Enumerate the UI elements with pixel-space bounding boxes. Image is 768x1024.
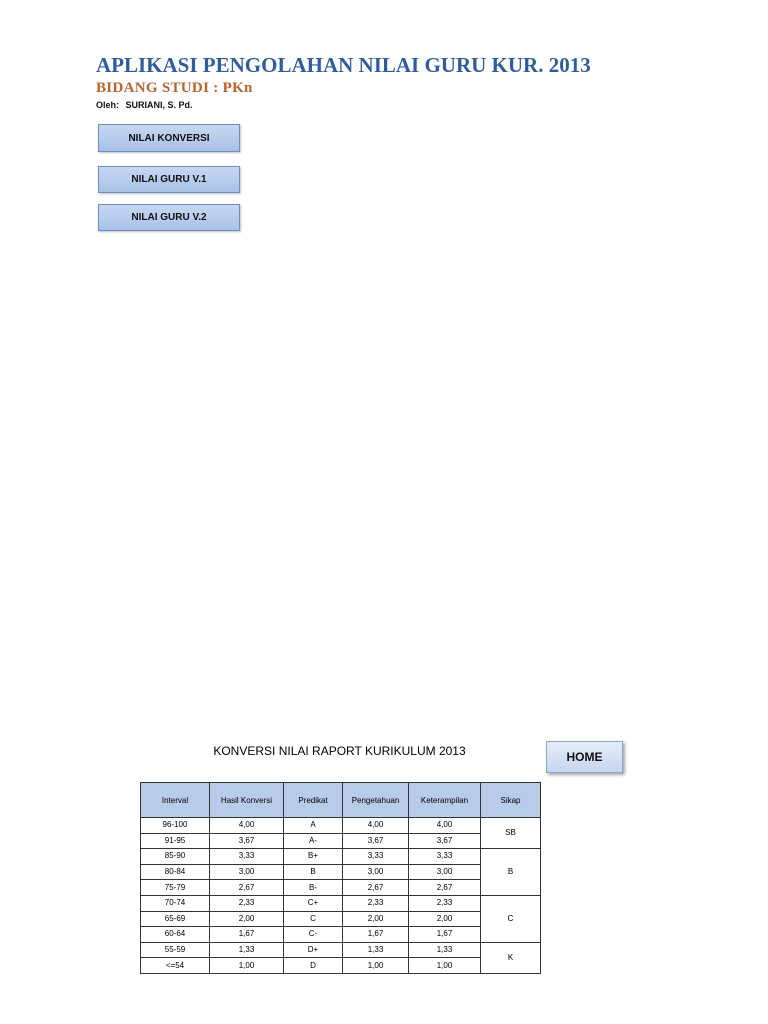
cell-predikat: C: [284, 911, 343, 927]
cell-keterampilan: 2,00: [409, 911, 481, 927]
nilai-konversi-button[interactable]: NILAI KONVERSI: [98, 124, 240, 152]
cell-keterampilan: 4,00: [409, 818, 481, 834]
cell-hasil-konversi: 2,00: [210, 911, 284, 927]
cell-keterampilan: 2,33: [409, 895, 481, 911]
table-row: [141, 849, 541, 865]
nilai-guru-v2-button[interactable]: NILAI GURU V.2: [98, 204, 240, 231]
table-header-row: [141, 783, 541, 818]
cell-pengetahuan: 1,00: [343, 958, 409, 974]
cell-keterampilan: 3,67: [409, 833, 481, 849]
cell-pengetahuan: 4,00: [343, 818, 409, 834]
cell-predikat: C+: [284, 895, 343, 911]
cell-pengetahuan: 1,67: [343, 927, 409, 943]
cell-hasil-konversi: 2,33: [210, 895, 284, 911]
col-header-predikat: Predikat: [284, 783, 343, 818]
cell-keterampilan: 1,67: [409, 927, 481, 943]
conversion-table: [140, 782, 541, 974]
cell-interval: 80-84: [141, 864, 210, 880]
cell-predikat: B-: [284, 880, 343, 896]
cell-interval: <=54: [141, 958, 210, 974]
cell-predikat: D+: [284, 942, 343, 958]
cell-hasil-konversi: 3,00: [210, 864, 284, 880]
cell-predikat: A: [284, 818, 343, 834]
cell-hasil-konversi: 2,67: [210, 880, 284, 896]
table-row: [141, 895, 541, 911]
cell-hasil-konversi: 4,00: [210, 818, 284, 834]
cell-sikap: C: [481, 895, 541, 942]
cell-predikat: B+: [284, 849, 343, 865]
cell-pengetahuan: 2,67: [343, 880, 409, 896]
cell-hasil-konversi: 1,33: [210, 942, 284, 958]
col-header-hasil-konversi: Hasil Konversi: [210, 783, 284, 818]
cell-keterampilan: 3,00: [409, 864, 481, 880]
cell-hasil-konversi: 1,67: [210, 927, 284, 943]
col-header-sikap: Sikap: [481, 783, 541, 818]
author-name: SURIANI, S. Pd.: [125, 100, 193, 110]
cell-predikat: D: [284, 958, 343, 974]
cell-interval: 65-69: [141, 911, 210, 927]
table-row: [141, 942, 541, 958]
cell-pengetahuan: 3,33: [343, 849, 409, 865]
subject-label: BIDANG STUDI : PKn: [96, 80, 253, 96]
cell-pengetahuan: 3,00: [343, 864, 409, 880]
cell-sikap: SB: [481, 818, 541, 849]
cell-keterampilan: 1,00: [409, 958, 481, 974]
nilai-guru-v1-button[interactable]: NILAI GURU V.1: [98, 166, 240, 193]
cell-keterampilan: 3,33: [409, 849, 481, 865]
cell-interval: 55-59: [141, 942, 210, 958]
cell-interval: 85-90: [141, 849, 210, 865]
cell-keterampilan: 1,33: [409, 942, 481, 958]
app-title: APLIKASI PENGOLAHAN NILAI GURU KUR. 2013: [96, 53, 591, 77]
cell-pengetahuan: 2,33: [343, 895, 409, 911]
cell-interval: 96-100: [141, 818, 210, 834]
cell-keterampilan: 2,67: [409, 880, 481, 896]
cell-predikat: A-: [284, 833, 343, 849]
cell-interval: 60-64: [141, 927, 210, 943]
cell-pengetahuan: 2,00: [343, 911, 409, 927]
col-header-interval: Interval: [141, 783, 210, 818]
col-header-keterampilan: Keterampilan: [409, 783, 481, 818]
cell-predikat: C-: [284, 927, 343, 943]
home-button[interactable]: HOME: [546, 741, 623, 773]
col-header-pengetahuan: Pengetahuan: [343, 783, 409, 818]
author-label: Oleh:: [96, 100, 120, 110]
cell-sikap: B: [481, 849, 541, 896]
cell-hasil-konversi: 3,67: [210, 833, 284, 849]
table-row: [141, 818, 541, 834]
cell-pengetahuan: 1,33: [343, 942, 409, 958]
cell-predikat: B: [284, 864, 343, 880]
cell-pengetahuan: 3,67: [343, 833, 409, 849]
cell-sikap: K: [481, 942, 541, 973]
cell-hasil-konversi: 3,33: [210, 849, 284, 865]
cell-interval: 75-79: [141, 880, 210, 896]
cell-interval: 91-95: [141, 833, 210, 849]
author-line: [96, 100, 193, 110]
cell-interval: 70-74: [141, 895, 210, 911]
cell-hasil-konversi: 1,00: [210, 958, 284, 974]
table-title: KONVERSI NILAI RAPORT KURIKULUM 2013: [213, 744, 466, 758]
